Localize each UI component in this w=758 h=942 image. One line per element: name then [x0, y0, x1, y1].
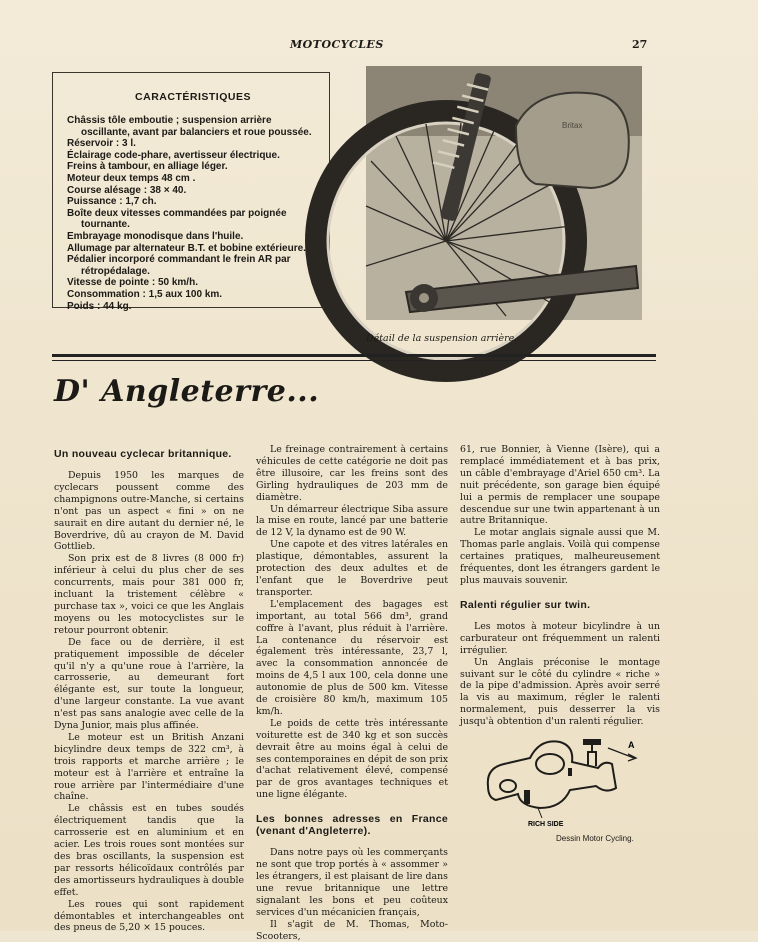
divider-thick [52, 354, 656, 357]
spec-item: Éclairage code-phare, avertisseur électrique. [67, 149, 280, 161]
drawing-label-a: A [628, 740, 635, 750]
paragraph: Dans notre pays où les commerçants ne sont que trop portés à « assommer » les étrangers, il est plaisant de lire dans une revue britannique une lettre signalant les bons et peu coûteux services d'un mécanicien français, [256, 847, 448, 918]
spec-item: Réservoir : 3 l. [67, 138, 136, 150]
specifications-list [67, 115, 319, 312]
section-heading-cyclecar: Un nouveau cyclecar britannique. [54, 448, 232, 460]
article-column-2 [256, 444, 448, 942]
article-column-1 [54, 448, 244, 934]
spec-item: Châssis tôle emboutie ; suspension arrière oscillante, avant par balanciers et roue poussée. [67, 115, 312, 138]
paragraph: Le poids de cette très intéressante voiturette est de 340 kg et son succès devrait être au moins égal à celui de ses contemporaines en dépit de son prix d'achat relativement élevé, compensé par de gros avantages techniques et une ligne élégante. [256, 717, 449, 801]
divider-thin [52, 360, 656, 361]
paragraph: Une capote et des vitres latérales en plastique, démontables, assurent la protection des deux adultes et de l'enfant que le Boverdrive peut transporter. [256, 539, 448, 598]
paragraph: Le moteur est un British Anzani bicylindre deux temps de 322 cm³, à trois rapports et marche arrière ; le moteur est à l'arrière et entraîne la roue arrière par l'intermédiaire d'une chaîne. [54, 731, 244, 803]
motorcycle-wheel-illustration [366, 66, 642, 320]
spec-item: Puissance : 1,7 ch. [67, 196, 157, 208]
spec-item: Boîte deux vitesses commandées par poignée tournante. [67, 207, 287, 231]
paragraph: De face ou de derrière, il est pratiquement impossible de déceler qu'il n'y a qu'une roue à l'arrière, la carrosserie, au demeurant fort élégante est, sur toute la longueur, d'une largeur constante. La vue avant n'est pas sans analogie avec celle de la Dyna Junior, mais plus affinée. [54, 636, 244, 732]
spec-item: Embrayage monodisque dans l'huile. [67, 230, 244, 242]
paragraph: Un Anglais préconise le montage suivant sur le côté du cylindre « riche » de la pipe d'admission. Après avoir serré la vis au maximum, régler le ralenti normalement, puis desserrer la vis jusqu'à obtention d'un ralenti régulier. [460, 656, 660, 728]
paragraph: 61, rue Bonnier, à Vienne (Isère), qui a remplacé immédiatement et à bas prix, un câble d'embrayage d'Ariel 650 cm³. La nuit précédente, son garage bien équipé lui a permis de remplacer une soupape descendue sur une twin appartenant à un autre Britannique. [460, 444, 660, 527]
page-number: 27 [632, 38, 648, 51]
paragraph: Les motos à moteur bicylindre à un carburateur ont fréquemment un ralenti irrégulier. [460, 620, 660, 656]
running-title: MOTOCYCLES [290, 38, 384, 51]
drawing-label-rich-side: RICH SIDE [528, 821, 564, 828]
paragraph: Le freinage contrairement à certains véhicules de cette catégorie ne doit pas être illusoire, car les freins sont des Girling hydrauliques de 203 mm de diamètre. [256, 444, 448, 503]
spec-item: Course alésage : 38 × 40. [67, 184, 187, 196]
section-heading-addresses: Les bonnes adresses en France (venant d'Angleterre). [256, 813, 448, 838]
article-title: D' Angleterre... [54, 374, 320, 409]
spec-item: Pédalier incorporé commandant le frein AR par rétropédalage. [67, 254, 291, 277]
carburetor-drawing [478, 728, 648, 828]
spec-item: Vitesse de pointe : 50 km/h. [67, 277, 198, 289]
tank-brand-text: Britax [562, 121, 583, 130]
article-column-3 [460, 444, 660, 728]
spec-item: Poids : 44 kg. [67, 300, 132, 312]
paragraph: Le châssis est en tubes soudés électriquement tandis que la carrosserie est en aluminium et en acier. Les trois roues sont montées sur des bras oscillants, la suspension est par ressorts hélicoïdaux contrôlés par des amortisseurs hydrauliques à double effet. [54, 803, 244, 898]
section-heading-idle: Ralenti régulier sur twin. [460, 598, 591, 611]
paragraph: Il s'agit de M. Thomas, Moto-Scooters, [256, 918, 448, 942]
paragraph: Un démarreur électrique Siba assure la mise en route, lancé par une batterie de 12 V, la dynamo est de 90 W. [256, 503, 448, 539]
paragraph: L'emplacement des bagages est important, au total 566 dm³, grand coffre à l'avant, plus réduit à l'arrière. La contenance du réservoir est également très intéressante, 23,7 l, avec la consommation annoncée de moins de 4,5 l aux 100, cela donne une autonomie de plus de 500 km. Vitesse de croisière 80 km/h, maximum 105 km/h. [256, 598, 448, 717]
paragraph: Le motar anglais signale aussi que M. Thomas parle anglais. Voilà qui compense certaines pratiques, malheureusement fréquentes, dont les étrangers gardent le plus mauvais souvenir. [460, 527, 660, 586]
spec-item: Allumage par alternateur B.T. et bobine extérieure. [67, 242, 306, 254]
spec-item: Consommation : 1,5 aux 100 km. [67, 288, 223, 300]
drawing-credit: Dessin Motor Cycling. [556, 834, 634, 843]
paragraph: Depuis 1950 les marques de cyclecars poussent comme des champignons outre-Manche, si certains n'ont pas un aspect « fini » on ne saurait en dire autant du dernier né, le Boverdrive, dû au crayon de M. David Gottlieb. [54, 470, 244, 553]
rear-suspension-photo [366, 66, 642, 320]
paragraph: Les roues qui sont rapidement démontables et interchangeables ont des pneus de 5,20 × 15 pouces. [54, 898, 244, 934]
intake-pipe-illustration [478, 728, 648, 828]
specifications-box [52, 72, 330, 312]
photo-caption: Détail de la suspension arrière. [366, 333, 518, 344]
spec-item: Moteur deux temps 48 cm . [67, 172, 196, 184]
spec-item: Freins à tambour, en alliage léger. [67, 161, 228, 173]
specifications-title: CARACTÉRISTIQUES [135, 91, 251, 103]
paragraph: Son prix est de 8 livres (8 000 fr) inférieur à celui du plus cher de ses concurrents, mais pour 381 000 fr, incluant la tristement célèbre « purchase tax », voici ce que les Anglais moyens ou les motocyclistes sur le retour pourront obtenir. [54, 553, 244, 636]
page-header [0, 38, 758, 52]
